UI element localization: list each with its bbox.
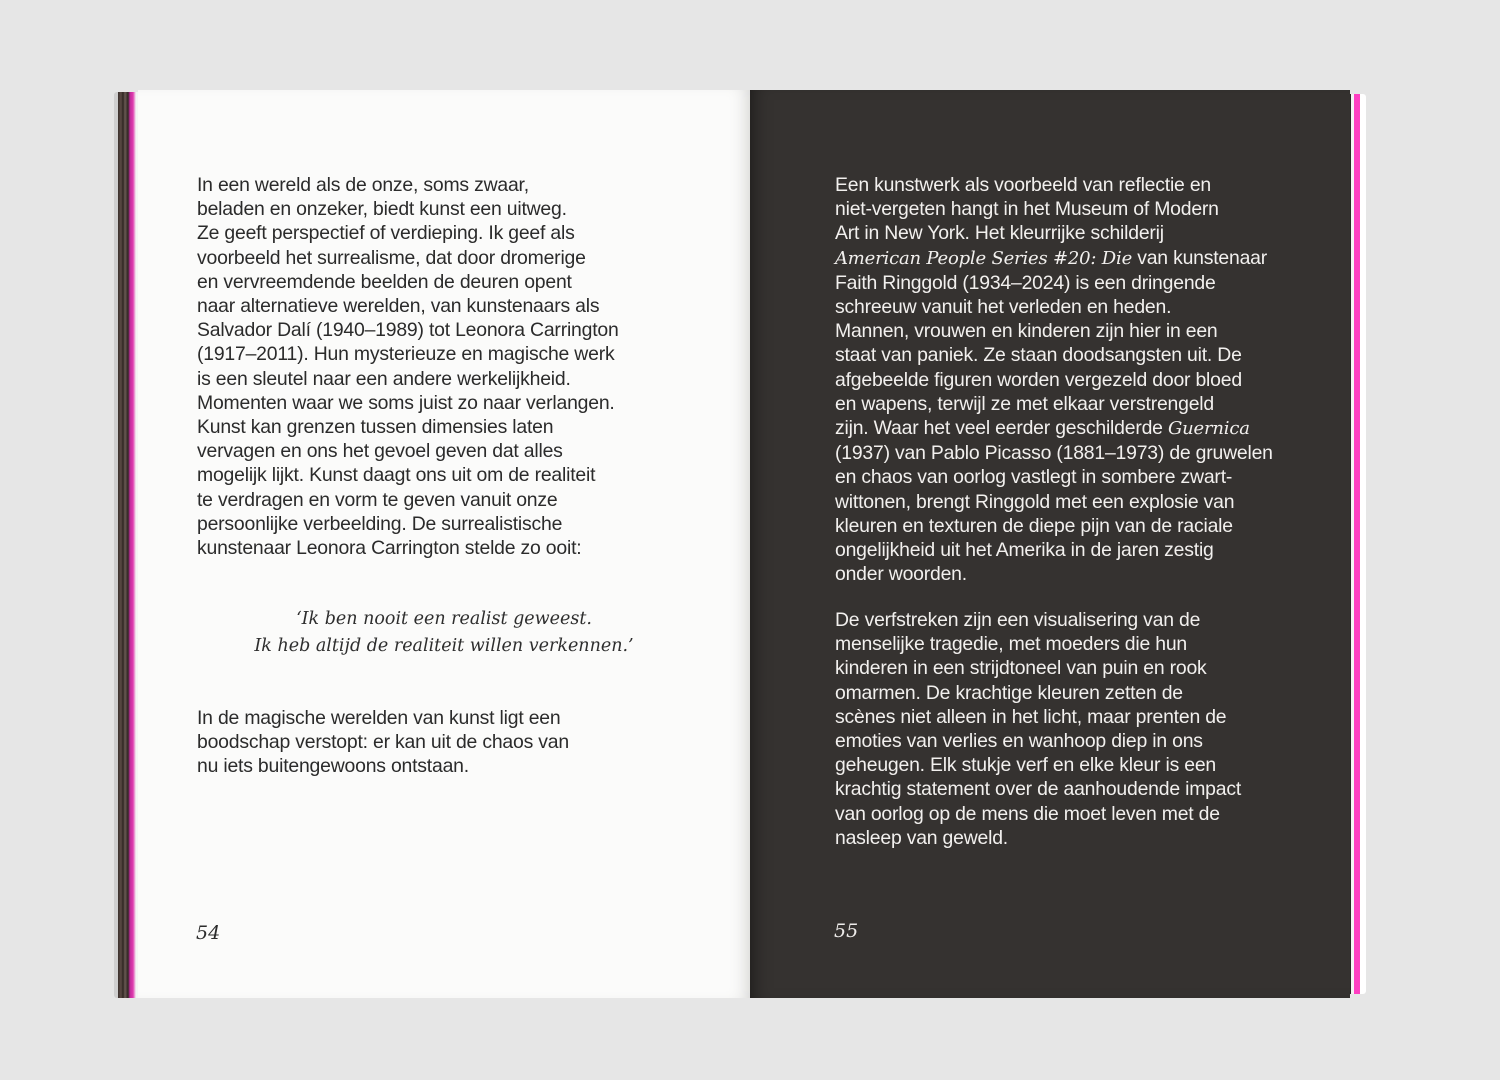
text-line: De verfstreken zijn een visualisering van de xyxy=(835,609,1201,631)
left-main-paragraph xyxy=(197,173,619,560)
artwork-title-american-people: American People Series #20: Die xyxy=(835,247,1133,269)
text-run: (1937) van Pablo Picasso (1881–1973) de gruwelen en chaos van oorlog vastlegt in sombere zwart- wittonen, brengt Ringgold met een explosie van kleuren en texturen de diepe pijn van de raciale ongelijkheid uit het Amerika in de jaren zestig onder woorden. xyxy=(835,442,1273,586)
text-line: nu iets buitengewoons ontstaan. xyxy=(197,755,469,778)
text-line: geheugen. Elk stukje verf en elke kleur is een xyxy=(835,754,1216,777)
text-line: te verdragen en vorm te geven vanuit onze xyxy=(197,488,558,511)
text-line: scènes niet alleen in het licht, maar prenten de xyxy=(835,705,1227,728)
open-book xyxy=(114,84,1366,1002)
text-line: beladen en onzeker, biedt kunst een uitweg. xyxy=(197,198,567,221)
carrington-quote xyxy=(138,606,750,660)
text-line: emoties van verlies en wanhoop diep in ons xyxy=(835,730,1203,753)
text-line: omarmen. De krachtige kleuren zetten de xyxy=(835,681,1183,704)
right-paragraph-1 xyxy=(835,173,1273,586)
quote-line: Ik heb altijd de realiteit willen verkennen.’ xyxy=(254,636,634,656)
page-number-right: 55 xyxy=(834,920,859,942)
text-line: Ze geeft perspectief of verdieping. Ik geef als xyxy=(197,222,575,245)
text-line: nasleep van geweld. xyxy=(835,826,1008,849)
text-line: boodschap verstopt: er kan uit de chaos van xyxy=(197,731,569,754)
text-line: In de magische werelden van kunst ligt een xyxy=(197,707,561,729)
quote-line: ‘Ik ben nooit een realist geweest. xyxy=(296,609,592,629)
text-line: krachtig statement over de aanhoudende impact xyxy=(835,778,1242,801)
artwork-title-guernica: Guernica xyxy=(1167,418,1250,440)
text-line: vervagen en ons het gevoel geven dat alles xyxy=(197,440,563,463)
text-line: Salvador Dalí (1940–1989) tot Leonora Carrington xyxy=(197,319,619,342)
text-line: menselijke tragedie, met moeders die hun xyxy=(835,633,1187,656)
text-line: persoonlijke verbeelding. De surrealistische xyxy=(197,512,563,535)
text-line: kunstenaar Leonora Carrington stelde zo ooit: xyxy=(197,537,582,560)
text-line: (1917–2011). Hun mysterieuze en magische werk xyxy=(197,343,615,366)
text-line: mogelijk lijkt. Kunst daagt ons uit om de realiteit xyxy=(197,464,596,487)
text-line: en vervreemdende beelden de deuren opent xyxy=(197,270,572,293)
page-edges-left xyxy=(114,92,140,998)
page-edges-right xyxy=(1348,94,1366,994)
text-line: naar alternatieve werelden, van kunstenaars als xyxy=(197,295,600,318)
text-line: kinderen in een strijdtoneel van puin en rook xyxy=(835,657,1207,680)
text-run: Een kunstwerk als voorbeeld van reflectie en niet-vergeten hangt in het Museum of Modern Art in New York. Het kleurrijke schilderij xyxy=(835,174,1219,245)
text-line: is een sleutel naar een andere werkelijkheid. xyxy=(197,367,571,390)
text-line: voorbeeld het surrealisme, dat door dromerige xyxy=(197,246,586,269)
text-line: Momenten waar we soms juist zo naar verlangen. xyxy=(197,391,615,414)
right-paragraph-2 xyxy=(835,608,1241,850)
text-line: In een wereld als de onze, soms zwaar, xyxy=(197,174,529,196)
text-line: Kunst kan grenzen tussen dimensies laten xyxy=(197,416,554,439)
page-number-left: 54 xyxy=(196,922,221,944)
left-closing-paragraph xyxy=(197,706,569,779)
text-run: van kunstenaar Faith Ringgold (1934–2024) is een dringende schreeuw vanuit het verleden en heden. Mannen, vrouwen en kinderen zijn hier in een staat van paniek. Ze staan doodsangsten uit. De afgebeelde figuren worden vergezeld door bloed en wapens, terwijl ze met elkaar verstrengeld zijn. Waar het veel eerder geschilderde xyxy=(835,246,1268,440)
text-line: van oorlog op de mens die moet leven met de xyxy=(835,802,1220,825)
